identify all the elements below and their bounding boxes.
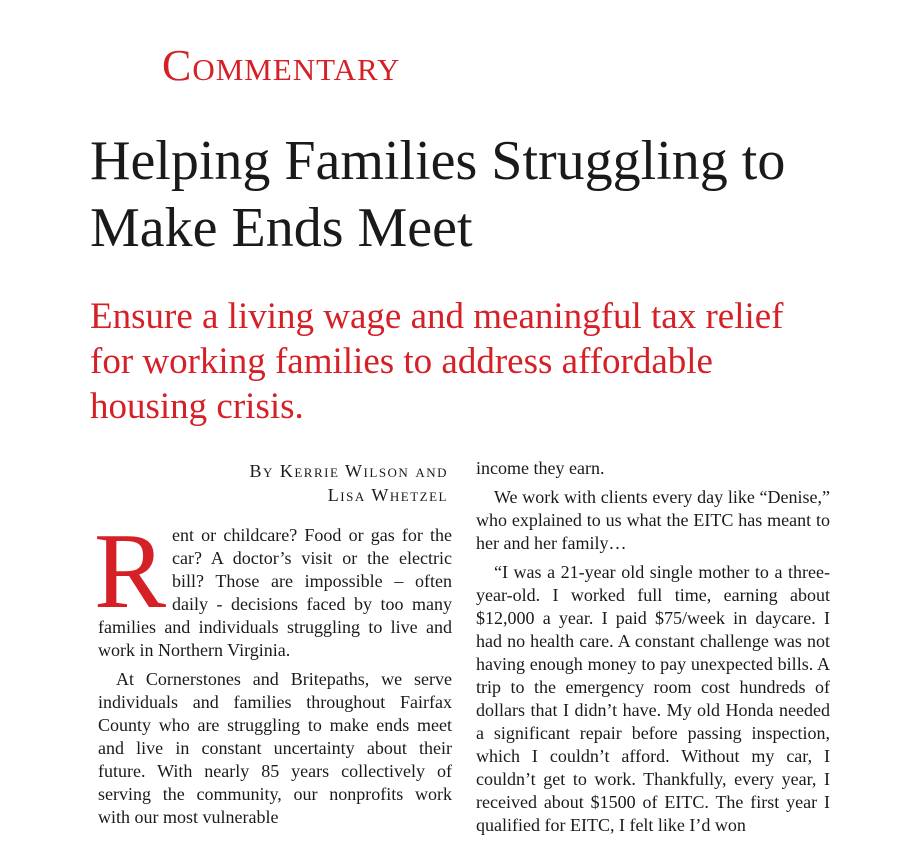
section-label: Commentary [162, 41, 401, 90]
article-column-right [476, 457, 830, 843]
byline-line-1: By Kerrie Wilson and [249, 461, 448, 481]
paragraph-continued: income they earn. [476, 458, 605, 478]
paragraph-1 [94, 512, 452, 662]
byline [249, 459, 448, 507]
deck: Ensure a living wage and meaningful tax relief for working families to address affordable housing crisis. [90, 296, 784, 427]
headline: Helping Families Struggling to Make Ends Meet [90, 130, 786, 259]
article-column-left [94, 512, 452, 835]
paragraph-4: “I was a 21-year old single mother to a three-year-old. I worked full time, earning about $12,000 a year. I paid $75/week in daycare. I had no health care. A constant challenge was not having enough money to pay unexpected bills. A trip to the emergency room cost hundreds of dollars that I didn’t have. My old Honda needed a significant repair before passing inspection, which I couldn’t afford. Without my car, I couldn’t get to work. Thankfully, every year, I received about $1500 of EITC. The first year I qualified for EITC, I felt like I’d won [476, 562, 830, 835]
paragraph-3: We work with clients every day like “Denise,” who explained to us what the EITC has meant to her and her family… [476, 487, 830, 553]
byline-line-2: Lisa Whetzel [327, 485, 448, 505]
drop-cap: R [94, 512, 167, 631]
paragraph-2: At Cornerstones and Britepaths, we serve individuals and families throughout Fairfax County who are struggling to make ends meet and live in constant uncertainty about their future. With nearly 85 years collectively of serving the community, our nonprofits work with our most vulnerable [98, 669, 452, 827]
paragraph-1-text: ent or childcare? Food or gas for the car? A doctor’s visit or the electric bill? Those are impossible – often daily - decisions faced by too many families and individuals struggling to live and work in Northern Virginia. [98, 525, 452, 660]
